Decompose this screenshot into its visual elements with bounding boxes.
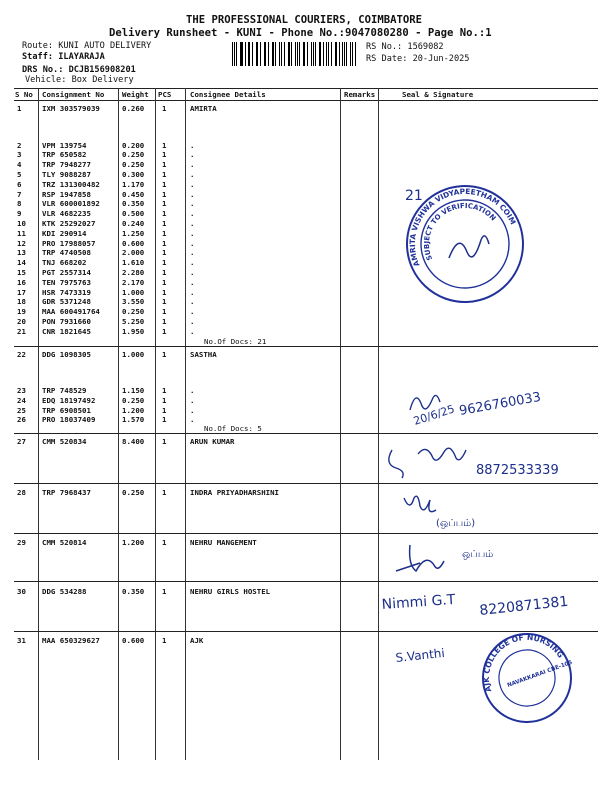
- row-sno: 29: [17, 538, 26, 547]
- staff-label: Staff: ILAYARAJA: [22, 52, 105, 62]
- row-sno: 9: [17, 209, 22, 219]
- row-consignment: VLR 600001892: [42, 199, 100, 209]
- row-pcs: 1: [162, 297, 167, 307]
- signature-sastha: [380, 370, 600, 440]
- table-header-rule: [14, 100, 598, 101]
- table-top-rule: [14, 88, 598, 89]
- row-pcs: 1: [162, 307, 167, 317]
- row-pcs: 1: [162, 350, 167, 359]
- row-sno: 11: [17, 228, 26, 238]
- row-sno: 8: [17, 199, 22, 209]
- col-consignment: Consignment No: [42, 90, 105, 99]
- row-consignee: ARUN KUMAR: [190, 437, 235, 446]
- row-consignment: CMM 520814: [42, 538, 87, 547]
- sig30-phone: 8220871381: [478, 593, 570, 619]
- row-consignee: INDRA PRIYADHARSHINI: [190, 488, 279, 497]
- barcode-bar: [350, 42, 351, 66]
- barcode-bar: [232, 42, 233, 66]
- signature-indra: [380, 486, 600, 532]
- row-pcs: 1: [162, 395, 167, 405]
- row-weight: 3.550: [122, 297, 145, 307]
- row-consignee: .: [190, 160, 195, 170]
- row-weight: 1.170: [122, 179, 145, 189]
- stamp-amrita: [395, 178, 535, 310]
- docs-count: No.Of Docs: 21: [204, 337, 267, 346]
- row-consignee: .: [190, 405, 195, 415]
- stamp-ajk-text: AJK COLLEGE OF NURSING: [481, 632, 566, 693]
- row-consignee: .: [190, 277, 195, 287]
- row-weight: 1.000: [122, 350, 145, 359]
- row-consignment: MAA 650329627: [42, 636, 100, 645]
- barcode-bar: [311, 42, 312, 66]
- row-weight: 1.000: [122, 287, 145, 297]
- row-consignment: TNJ 668202: [42, 258, 87, 268]
- row-consignee: .: [190, 248, 195, 258]
- col-pcs: PCS: [158, 90, 172, 99]
- col-consignee: Consignee Details: [190, 90, 266, 99]
- docs-count: No.Of Docs: 5: [204, 424, 262, 433]
- group-separator: [14, 581, 598, 582]
- stamp-ajk-inner: NAVAKKARAI CBE-105: [506, 659, 574, 689]
- row-consignment: TEN 7975763: [42, 277, 91, 287]
- row-weight: 2.280: [122, 267, 145, 277]
- row-sno: 6: [17, 179, 22, 189]
- row-consignee: .: [190, 199, 195, 209]
- barcode-bar: [336, 42, 337, 66]
- row-sno: 30: [17, 587, 26, 596]
- row-consignee: .: [190, 140, 195, 150]
- row-sno: 22: [17, 350, 26, 359]
- barcode-bar: [240, 42, 241, 66]
- stamp-amrita-num: 21: [405, 188, 423, 204]
- row-sno: 12: [17, 238, 26, 248]
- row-weight: 5.250: [122, 316, 145, 326]
- row-weight: 0.250: [122, 307, 145, 317]
- barcode-bar: [295, 42, 296, 66]
- rs-number: RS No.: 1569082: [366, 42, 444, 52]
- col-rule: [155, 88, 156, 760]
- row-consignee: .: [190, 267, 195, 277]
- row-consignment: CNR 1821645: [42, 326, 91, 336]
- row-consignee: .: [190, 218, 195, 228]
- row-consignee: .: [190, 386, 195, 395]
- row-weight: 0.500: [122, 209, 145, 219]
- stamp-amrita-text: AMRITA VISHWA VIDYAPEETHAM COIMBATORE: [407, 186, 518, 268]
- row-weight: 0.350: [122, 199, 145, 209]
- row-pcs: 1: [162, 587, 167, 596]
- row-pcs: 1: [162, 386, 167, 395]
- row-consignee: .: [190, 326, 195, 336]
- row-consignee: .: [190, 395, 195, 405]
- sig22-date: 20/6/25: [411, 402, 457, 428]
- runsheet-subtitle: Delivery Runsheet - KUNI - Phone No.:9047080280 - Page No.:1: [109, 27, 492, 39]
- drs-number: DRS No.: DCJB156908201: [22, 65, 136, 75]
- row-consignment: PRO 18037409: [42, 415, 96, 425]
- row-weight: 2.000: [122, 248, 145, 258]
- row-sno: 3: [17, 150, 22, 160]
- row-consignee: SASTHA: [190, 350, 217, 359]
- row-pcs: 1: [162, 636, 167, 645]
- col-rule: [340, 88, 341, 760]
- row-weight: 0.450: [122, 189, 145, 199]
- signature-nehru-mgmt: [380, 535, 600, 579]
- row-consignee: .: [190, 297, 195, 307]
- signature-nehru-hostel: [380, 583, 600, 629]
- company-title: THE PROFESSIONAL COURIERS, COIMBATORE: [186, 14, 422, 26]
- sig29-tamil: ஒப்பம்: [462, 549, 494, 560]
- row-weight: 1.250: [122, 228, 145, 238]
- row-weight: 1.570: [122, 415, 145, 425]
- row-pcs: 1: [162, 326, 167, 336]
- row-weight: 1.150: [122, 386, 145, 395]
- col-seal: Seal & Signature: [402, 90, 474, 99]
- row-consignee: .: [190, 258, 195, 268]
- row-pcs: 1: [162, 488, 167, 497]
- vehicle-label: Vehicle: Box Delivery: [25, 75, 134, 85]
- row-sno: 23: [17, 386, 26, 395]
- row-consignment: HSR 7473319: [42, 287, 91, 297]
- barcode-bar: [328, 42, 329, 66]
- row-pcs: 1: [162, 209, 167, 219]
- route-label: Route: KUNI AUTO DELIVERY: [22, 41, 152, 51]
- barcode-bar: [268, 42, 269, 66]
- row-consignee: .: [190, 238, 195, 248]
- barcode-bar: [281, 42, 282, 66]
- row-consignment: TRP 6908501: [42, 405, 91, 415]
- row-pcs: 1: [162, 267, 167, 277]
- row-sno: 15: [17, 267, 26, 277]
- row-weight: 0.200: [122, 140, 145, 150]
- barcode-bar: [304, 42, 305, 66]
- sig27-phone: 8872533339: [476, 463, 559, 478]
- row-consignee: .: [190, 287, 195, 297]
- row-sno: 1: [17, 104, 22, 113]
- row-sno: 27: [17, 437, 26, 446]
- row-sno: 4: [17, 160, 22, 170]
- row-consignment: PRO 17988057: [42, 238, 96, 248]
- barcode-bar: [352, 42, 353, 66]
- row-pcs: 1: [162, 104, 167, 113]
- row-sno: 26: [17, 415, 26, 425]
- row-pcs: 1: [162, 150, 167, 160]
- row-pcs: 1: [162, 228, 167, 238]
- row-weight: 1.950: [122, 326, 145, 336]
- row-weight: 0.260: [122, 104, 145, 113]
- row-pcs: 1: [162, 160, 167, 170]
- row-consignment: PGT 2557314: [42, 267, 91, 277]
- row-weight: 0.300: [122, 169, 145, 179]
- row-consignee: NEHRU GIRLS HOSTEL: [190, 587, 271, 596]
- barcode: [232, 42, 358, 66]
- row-consignment: DDG 534288: [42, 587, 87, 596]
- row-consignment: TRP 7968437: [42, 488, 91, 497]
- col-weight: Weight: [122, 90, 149, 99]
- row-pcs: 1: [162, 189, 167, 199]
- row-consignment: TRP 7948277: [42, 160, 91, 170]
- row-sno: 20: [17, 316, 26, 326]
- row-sno: 24: [17, 395, 26, 405]
- row-sno: 14: [17, 258, 26, 268]
- sig31-name: S.Vanthi: [394, 645, 446, 665]
- row-weight: 0.240: [122, 218, 145, 228]
- barcode-bar: [256, 42, 257, 66]
- row-consignment: CMM 520834: [42, 437, 87, 446]
- row-weight: 0.250: [122, 150, 145, 160]
- row-consignee: .: [190, 209, 195, 219]
- row-consignment: KDI 290914: [42, 228, 87, 238]
- row-weight: 1.200: [122, 538, 145, 547]
- row-consignee: .: [190, 150, 195, 160]
- row-consignment: KTK 25292027: [42, 218, 96, 228]
- row-sno: 28: [17, 488, 26, 497]
- row-pcs: 1: [162, 140, 167, 150]
- col-sno: S No: [15, 90, 33, 99]
- row-weight: 0.250: [122, 488, 145, 497]
- row-consignment: IXM 303579039: [42, 104, 100, 113]
- row-sno: 21: [17, 326, 26, 336]
- row-sno: 25: [17, 405, 26, 415]
- row-weight: 0.250: [122, 395, 145, 405]
- row-sno: 2: [17, 140, 22, 150]
- row-pcs: 1: [162, 179, 167, 189]
- sig22-phone: 9626760033: [458, 389, 543, 419]
- row-consignment: VLR 4682235: [42, 209, 91, 219]
- row-consignment: DDG 1098305: [42, 350, 91, 359]
- row-consignment: EDQ 18197492: [42, 395, 96, 405]
- col-rule: [118, 88, 119, 760]
- row-consignee: .: [190, 415, 195, 425]
- col-rule: [378, 88, 379, 760]
- row-weight: 0.350: [122, 587, 145, 596]
- col-rule: [185, 88, 186, 760]
- row-pcs: 1: [162, 169, 167, 179]
- row-consignment: TRZ 131300482: [42, 179, 100, 189]
- row-pcs: 1: [162, 199, 167, 209]
- barcode-bar: [252, 42, 253, 66]
- row-consignment: TRP 748529: [42, 386, 87, 395]
- row-consignee: .: [190, 228, 195, 238]
- row-pcs: 1: [162, 238, 167, 248]
- row-weight: 8.400: [122, 437, 145, 446]
- row-consignment: TRP 4740508: [42, 248, 91, 258]
- row-sno: 16: [17, 277, 26, 287]
- barcode-bar: [326, 42, 327, 66]
- row-consignment: MAA 600491764: [42, 307, 100, 317]
- row-consignee: .: [190, 189, 195, 199]
- row-consignee: NEHRU MANGEMENT: [190, 538, 257, 547]
- stamp-ajk: [468, 628, 586, 728]
- row-weight: 0.600: [122, 238, 145, 248]
- row-consignment: GDR 5371248: [42, 297, 91, 307]
- row-consignee: AJK: [190, 636, 204, 645]
- barcode-bar: [319, 42, 320, 66]
- row-sno: 5: [17, 169, 22, 179]
- barcode-bar: [297, 42, 298, 66]
- row-consignee: AMIRTA: [190, 104, 217, 113]
- row-pcs: 1: [162, 258, 167, 268]
- row-weight: 1.610: [122, 258, 145, 268]
- row-sno: 17: [17, 287, 26, 297]
- row-consignment: VPM 139754: [42, 140, 87, 150]
- row-sno: 31: [17, 636, 26, 645]
- signature-arun: [380, 438, 600, 484]
- sig30-name: Nimmi G.T: [381, 591, 456, 613]
- row-weight: 1.200: [122, 405, 145, 415]
- stamp-amrita-inner: SUBJECT TO VERIFICATION: [422, 201, 498, 262]
- group-separator: [14, 533, 598, 534]
- row-sno: 18: [17, 297, 26, 307]
- row-pcs: 1: [162, 316, 167, 326]
- row-sno: 19: [17, 307, 26, 317]
- row-consignee: .: [190, 179, 195, 189]
- row-consignment: TLY 9088287: [42, 169, 91, 179]
- barcode-bar: [260, 42, 261, 66]
- row-weight: 0.600: [122, 636, 145, 645]
- col-rule: [38, 88, 39, 760]
- row-pcs: 1: [162, 218, 167, 228]
- row-pcs: 1: [162, 405, 167, 415]
- sig28-tamil: (ஒப்பம்): [436, 518, 476, 529]
- col-remarks: Remarks: [344, 90, 376, 99]
- row-pcs: 1: [162, 277, 167, 287]
- row-sno: 10: [17, 218, 26, 228]
- row-sno: 13: [17, 248, 26, 258]
- row-consignment: RSP 1947858: [42, 189, 91, 199]
- row-pcs: 1: [162, 248, 167, 258]
- row-weight: 2.170: [122, 277, 145, 287]
- row-pcs: 1: [162, 437, 167, 446]
- row-pcs: 1: [162, 538, 167, 547]
- group-separator: [14, 346, 598, 347]
- row-pcs: 1: [162, 287, 167, 297]
- barcode-bar: [275, 42, 276, 66]
- row-consignee: .: [190, 316, 195, 326]
- row-consignment: TRP 650582: [42, 150, 87, 160]
- barcode-bar: [241, 42, 242, 66]
- row-sno: 7: [17, 189, 22, 199]
- row-weight: 0.250: [122, 160, 145, 170]
- row-consignee: .: [190, 307, 195, 317]
- row-consignee: .: [190, 169, 195, 179]
- row-pcs: 1: [162, 415, 167, 425]
- barcode-bar: [344, 42, 345, 66]
- barcode-bar: [284, 42, 285, 66]
- row-consignment: PON 7931660: [42, 316, 91, 326]
- rs-date: RS Date: 20-Jun-2025: [366, 54, 470, 64]
